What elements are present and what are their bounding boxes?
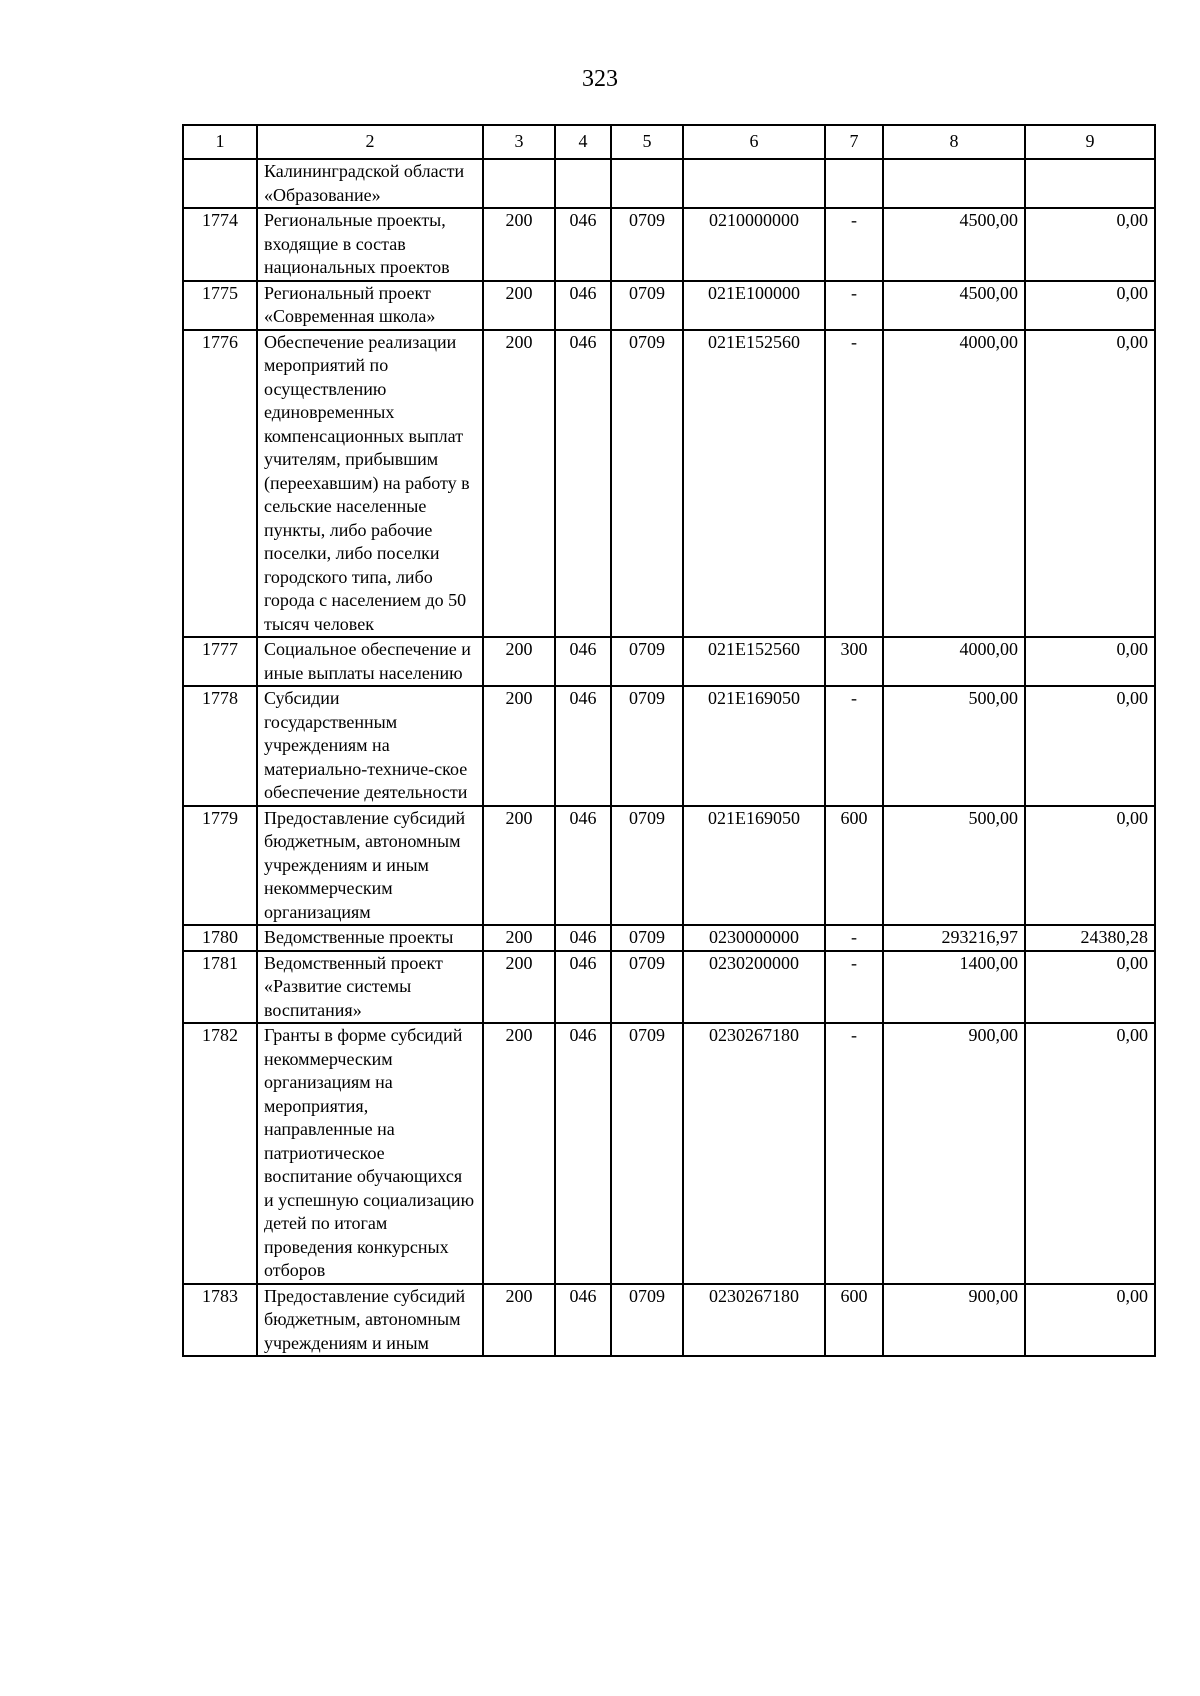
- table-cell-col-4: [555, 159, 611, 208]
- header-col-4: 4: [555, 125, 611, 159]
- table-cell-col-3: 200: [483, 208, 555, 281]
- table-row: [183, 806, 1155, 926]
- table-cell-col-8: 4500,00: [883, 208, 1025, 281]
- table-cell-col-8: 4000,00: [883, 330, 1025, 638]
- table-cell-col-6: 0230267180: [683, 1023, 825, 1284]
- table-cell-col-4: 046: [555, 951, 611, 1024]
- table-cell-col-8: [883, 159, 1025, 208]
- table-row: [183, 330, 1155, 638]
- table-cell-col-7: -: [825, 925, 883, 951]
- table-cell-col-3: 200: [483, 1023, 555, 1284]
- table-cell-col-5: 0709: [611, 281, 683, 330]
- table-row: [183, 281, 1155, 330]
- table-cell-col-1: 1783: [183, 1284, 257, 1357]
- header-col-5: 5: [611, 125, 683, 159]
- table-cell-col-3: 200: [483, 1284, 555, 1357]
- table-cell-col-5: 0709: [611, 208, 683, 281]
- table-cell-col-1: 1781: [183, 951, 257, 1024]
- table-cell-col-4: 046: [555, 208, 611, 281]
- table-cell-col-1: 1775: [183, 281, 257, 330]
- table-cell-col-7: 300: [825, 637, 883, 686]
- table-row: [183, 1284, 1155, 1357]
- table-cell-col-4: 046: [555, 637, 611, 686]
- header-col-7: 7: [825, 125, 883, 159]
- table-cell-col-4: 046: [555, 925, 611, 951]
- table-cell-col-9: 0,00: [1025, 208, 1155, 281]
- table-cell-col-1: 1776: [183, 330, 257, 638]
- table-cell-col-8: 900,00: [883, 1023, 1025, 1284]
- budget-table: [182, 124, 1156, 1357]
- header-col-9: 9: [1025, 125, 1155, 159]
- table-cell-col-3: 200: [483, 281, 555, 330]
- table-cell-col-1: 1774: [183, 208, 257, 281]
- header-col-2: 2: [257, 125, 483, 159]
- table-cell-col-7: 600: [825, 806, 883, 926]
- table-header: [183, 125, 1155, 159]
- table-cell-col-8: 1400,00: [883, 951, 1025, 1024]
- table-cell-col-8: 500,00: [883, 806, 1025, 926]
- table-cell-col-1: 1782: [183, 1023, 257, 1284]
- table-cell-col-8: 4500,00: [883, 281, 1025, 330]
- table-cell-col-3: [483, 159, 555, 208]
- page-number: 323: [582, 66, 618, 92]
- table-row: [183, 159, 1155, 208]
- table-cell-col-8: 4000,00: [883, 637, 1025, 686]
- table-cell-col-4: 046: [555, 281, 611, 330]
- table-cell-col-9: 0,00: [1025, 951, 1155, 1024]
- table-cell-col-2: Калининградской области «Образование»: [257, 159, 483, 208]
- table-row: [183, 208, 1155, 281]
- table-cell-col-7: -: [825, 686, 883, 806]
- table-cell-col-7: -: [825, 281, 883, 330]
- table-cell-col-3: 200: [483, 686, 555, 806]
- table-cell-col-5: 0709: [611, 637, 683, 686]
- table-cell-col-9: 0,00: [1025, 806, 1155, 926]
- table-cell-col-5: 0709: [611, 686, 683, 806]
- table-row: [183, 925, 1155, 951]
- table-cell-col-2: Ведомственный проект «Развитие системы воспитания»: [257, 951, 483, 1024]
- table-cell-col-2: Предоставление субсидий бюджетным, автономным учреждениям и иным: [257, 1284, 483, 1357]
- table-cell-col-9: 24380,28: [1025, 925, 1155, 951]
- table-cell-col-2: Социальное обеспечение и иные выплаты населению: [257, 637, 483, 686]
- table-cell-col-5: [611, 159, 683, 208]
- table-cell-col-8: 900,00: [883, 1284, 1025, 1357]
- table-cell-col-6: [683, 159, 825, 208]
- table-cell-col-8: 500,00: [883, 686, 1025, 806]
- table-body: [183, 159, 1155, 1356]
- table-cell-col-1: 1780: [183, 925, 257, 951]
- table-cell-col-5: 0709: [611, 1023, 683, 1284]
- table-cell-col-5: 0709: [611, 806, 683, 926]
- table-cell-col-9: 0,00: [1025, 330, 1155, 638]
- table-cell-col-2: Гранты в форме субсидий некоммерческим организациям на мероприятия, направленные на патриотическое воспитание обучающихся и успешную социализацию детей по итогам проведения конкурсных отборов: [257, 1023, 483, 1284]
- table-cell-col-6: 0210000000: [683, 208, 825, 281]
- table-cell-col-7: -: [825, 330, 883, 638]
- table-cell-col-3: 200: [483, 637, 555, 686]
- table-cell-col-6: 021E152560: [683, 637, 825, 686]
- table-cell-col-2: Региональные проекты, входящие в состав национальных проектов: [257, 208, 483, 281]
- table-cell-col-9: 0,00: [1025, 686, 1155, 806]
- table-cell-col-9: [1025, 159, 1155, 208]
- header-col-1: 1: [183, 125, 257, 159]
- table-cell-col-4: 046: [555, 806, 611, 926]
- table-cell-col-2: Региональный проект «Современная школа»: [257, 281, 483, 330]
- table-cell-col-9: 0,00: [1025, 1284, 1155, 1357]
- table-cell-col-9: 0,00: [1025, 1023, 1155, 1284]
- table-row: [183, 686, 1155, 806]
- table-cell-col-2: Предоставление субсидий бюджетным, автономным учреждениям и иным некоммерческим организациям: [257, 806, 483, 926]
- table-cell-col-4: 046: [555, 1284, 611, 1357]
- table-cell-col-6: 021E100000: [683, 281, 825, 330]
- table-cell-col-4: 046: [555, 330, 611, 638]
- header-col-3: 3: [483, 125, 555, 159]
- table-cell-col-9: 0,00: [1025, 637, 1155, 686]
- table-cell-col-7: -: [825, 208, 883, 281]
- table-cell-col-2: Обеспечение реализации мероприятий по осуществлению единовременных компенсационных выплат учителям, прибывшим (переехавшим) на работу в сельские населенные пункты, либо рабочие поселки, либо поселки городского типа, либо города с населением до 50 тысяч человек: [257, 330, 483, 638]
- table-cell-col-7: -: [825, 1023, 883, 1284]
- table-cell-col-6: 0230267180: [683, 1284, 825, 1357]
- table-cell-col-2: Субсидии государственным учреждениям на материально-техниче-ское обеспечение деятельности: [257, 686, 483, 806]
- table-row: [183, 1023, 1155, 1284]
- table-cell-col-3: 200: [483, 951, 555, 1024]
- table-cell-col-3: 200: [483, 330, 555, 638]
- table-cell-col-3: 200: [483, 806, 555, 926]
- table-cell-col-4: 046: [555, 1023, 611, 1284]
- table-cell-col-6: 021E152560: [683, 330, 825, 638]
- table-cell-col-1: 1779: [183, 806, 257, 926]
- table-cell-col-5: 0709: [611, 1284, 683, 1357]
- header-col-6: 6: [683, 125, 825, 159]
- table-cell-col-4: 046: [555, 686, 611, 806]
- table-cell-col-7: [825, 159, 883, 208]
- table-cell-col-5: 0709: [611, 330, 683, 638]
- table-cell-col-1: [183, 159, 257, 208]
- header-col-8: 8: [883, 125, 1025, 159]
- table-cell-col-5: 0709: [611, 925, 683, 951]
- table-cell-col-3: 200: [483, 925, 555, 951]
- table-cell-col-7: 600: [825, 1284, 883, 1357]
- table-cell-col-5: 0709: [611, 951, 683, 1024]
- table-cell-col-7: -: [825, 951, 883, 1024]
- table-cell-col-6: 021E169050: [683, 686, 825, 806]
- table-cell-col-2: Ведомственные проекты: [257, 925, 483, 951]
- table-cell-col-9: 0,00: [1025, 281, 1155, 330]
- table-row: [183, 637, 1155, 686]
- table-cell-col-8: 293216,97: [883, 925, 1025, 951]
- table-cell-col-1: 1777: [183, 637, 257, 686]
- table-header-row: [183, 125, 1155, 159]
- table-cell-col-1: 1778: [183, 686, 257, 806]
- table-cell-col-6: 0230000000: [683, 925, 825, 951]
- table-cell-col-6: 0230200000: [683, 951, 825, 1024]
- table-row: [183, 951, 1155, 1024]
- table-cell-col-6: 021E169050: [683, 806, 825, 926]
